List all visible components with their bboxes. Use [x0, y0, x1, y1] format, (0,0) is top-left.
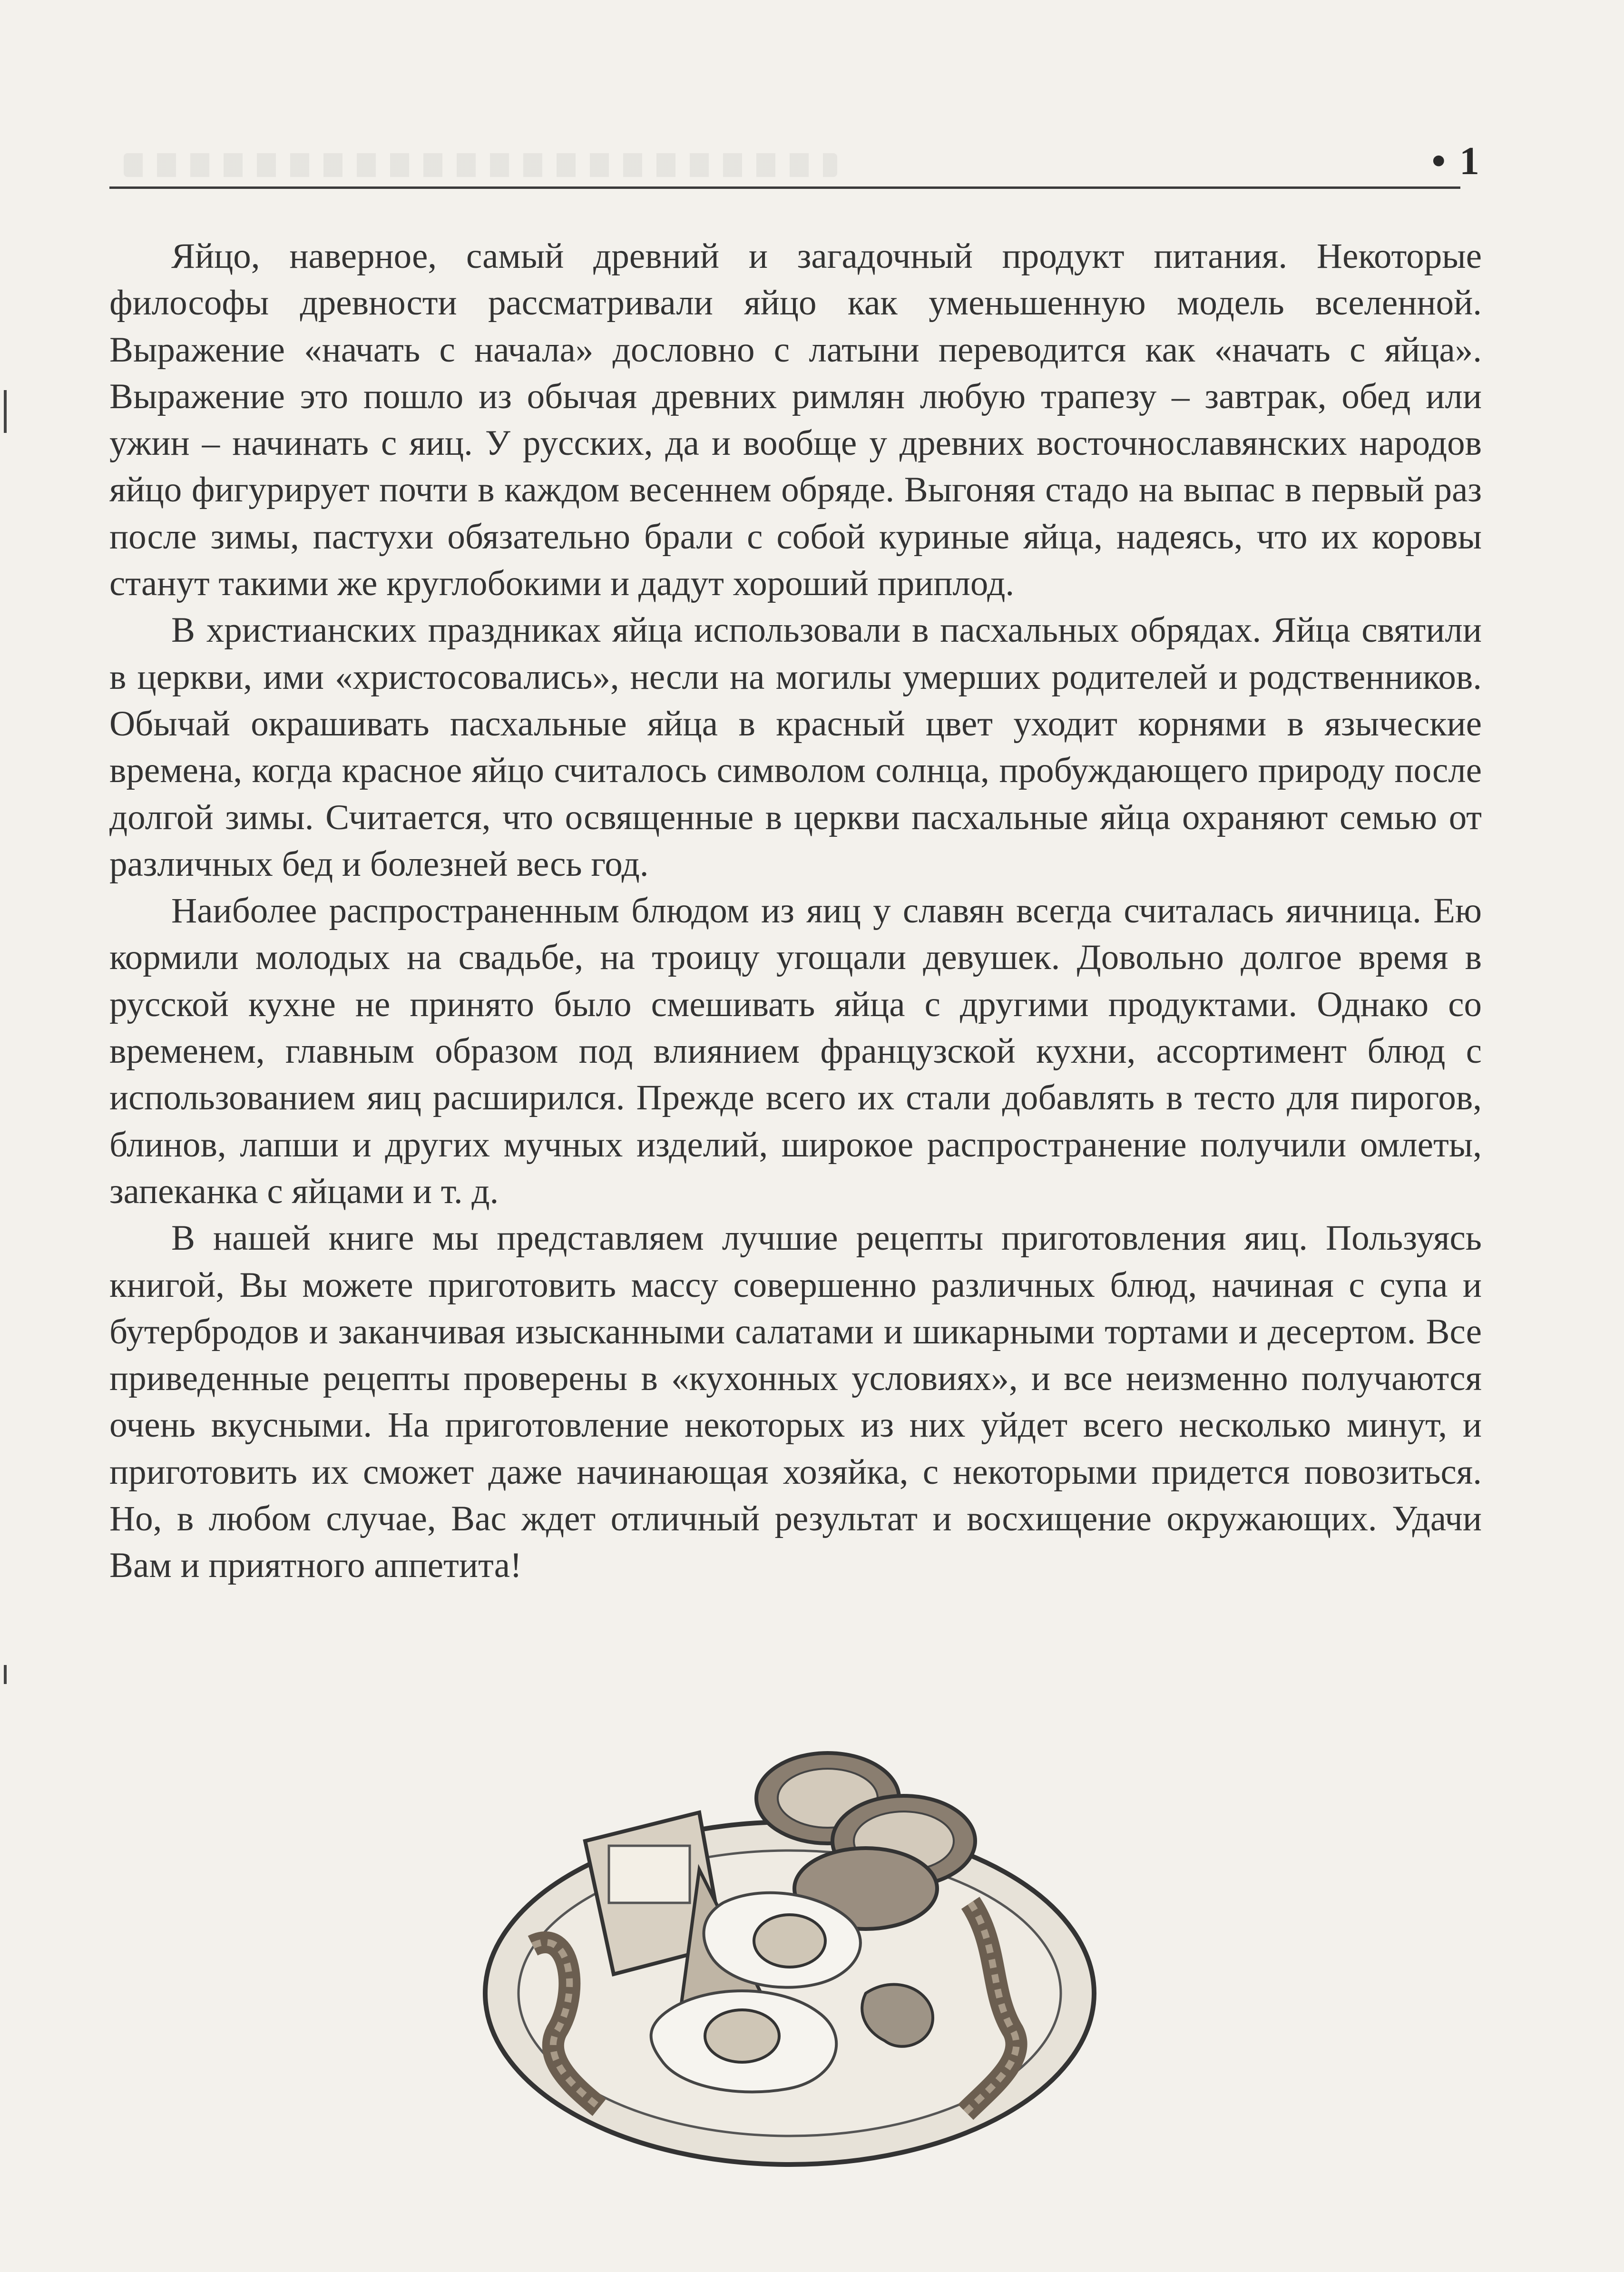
- paragraph: В христианских праздниках яйца использовали в пасхальных обрядах. Яйца святили в церкви, ими «христосовались», несли на могилы умерших родителей и родственников. Обычай окрашивать пасхальные яйца в красный цвет уходит корнями в языческие времена, когда красное яйцо считалось символом солнца, пробуждающего природу после долгой зимы. Считается, что освященные в церкви пасхальные яйца охраняют семью от различных бед и болезней весь год.: [109, 610, 1482, 884]
- plate-illustration-icon: [476, 1746, 1113, 2174]
- margin-mark: [4, 390, 7, 433]
- paragraph: Яйцо, наверное, самый древний и загадочный продукт питания. Некоторые философы древности рассматривали яйцо как уменьшенную модель вселенной. Выражение «начать с начала» дословно с латыни переводится как «начать с яйца». Выражение это пошло из обычая древних римлян любую трапезу – завтрак, обед или ужин – начинать с яиц. У русских, да и вообще у древних восточнославянских народов яйцо фигурирует почти в каждом весеннем обряде. Выгоняя стадо на выпас в первый раз после зимы, пастухи обязательно брали с собой куриные яйца, надеясь, что их коровы станут такими же круглобокими и дадут хороший приплод.: [109, 236, 1482, 604]
- paragraph: Наиболее распространенным блюдом из яиц у славян всегда считалась яичница. Ею кормили молодых на свадьбе, на троицу угощали девушек. Довольно долгое время в русской кухне не принято было смешивать яйца с другими продуктами. Однако со временем, главным образом под влиянием французской кухни, ассортимент блюд с использованием яиц расширился. Прежде всего их стали добавлять в тесто для пирогов, блинов, лапши и других мучных изделий, широкое распространение получили омлеты, запеканка с яйцами и т. д.: [109, 891, 1482, 1211]
- header-faint-text: [124, 153, 837, 177]
- paragraph: В нашей книге мы представляем лучшие рецепты приготовления яиц. Пользуясь книгой, Вы можете приготовить массу совершенно различных блюд, начиная с супа и бутербродов и заканчивая изысканными салатами и шикарными тортами и десертом. Все приведенные рецепты проверены в «кухонных условиях», и все неизменно получаются очень вкусными. На приготовление некоторых из них уйдет всего несколько минут, и приготовить их сможет даже начинающая хозяйка, с некоторыми придется повозиться. Но, в любом случае, Вас ждет отличный результат и восхищение окружающих. Удачи Вам и приятного аппетита!: [109, 1218, 1482, 1586]
- margin-mark: [4, 1665, 7, 1684]
- header-rule: [109, 186, 1460, 189]
- body-text: [109, 233, 1482, 1589]
- page-number: • 1: [1431, 139, 1481, 183]
